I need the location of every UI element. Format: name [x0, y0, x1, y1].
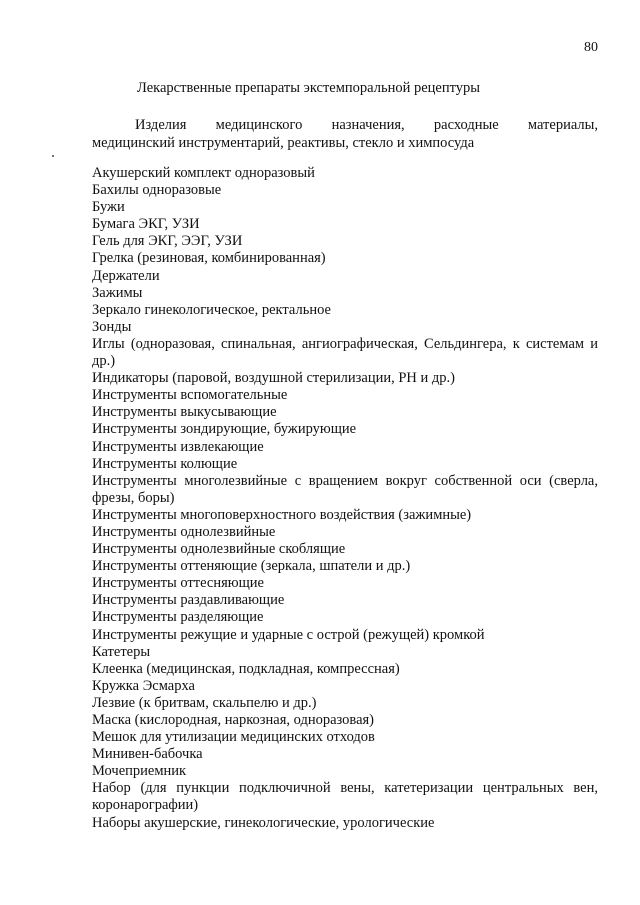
- list-item: Гель для ЭКГ, ЭЭГ, УЗИ: [92, 233, 243, 250]
- list-item: Кружка Эсмарха: [92, 677, 195, 694]
- list-item: Бахилы одноразовые: [92, 182, 222, 199]
- list-item: Инструменты извлекающие: [92, 438, 264, 455]
- list-item: Держатели: [92, 267, 160, 284]
- list-item: Бумага ЭКГ, УЗИ: [92, 216, 200, 233]
- list-item: Инструменты зондирующие, бужирующие: [92, 421, 357, 438]
- list-item: Индикаторы (паровой, воздушной стерилизации, РН и др.): [92, 370, 455, 387]
- list-item: Мешок для утилизации медицинских отходов: [92, 729, 375, 746]
- list-item: Клеенка (медицинская, подкладная, компрессная): [92, 660, 400, 677]
- list-item: Инструменты оттесняющие: [92, 575, 264, 592]
- scan-mark: [52, 155, 54, 157]
- list-item: Акушерский комплект одноразовый: [92, 165, 315, 181]
- list-item: Инструменты раздавливающие: [92, 592, 285, 609]
- list-item: Инструменты однолезвийные скоблящие: [92, 541, 346, 558]
- list-item: Инструменты многолезвийные с вращением вокруг собственной оси (сверла, фрезы, боры): [92, 472, 598, 506]
- list-item: Наборы акушерские, гинекологические, урологические: [92, 814, 435, 831]
- list-item: Зеркало гинекологическое, ректальное: [92, 301, 331, 318]
- list-item: Бужи: [92, 199, 125, 216]
- list-item: Минивен-бабочка: [92, 746, 203, 763]
- list-item: Зажимы: [92, 284, 143, 301]
- section-heading: Лекарственные препараты экстемпоральной рецептуры: [137, 80, 481, 96]
- page-number: 80: [584, 40, 598, 55]
- list-item: Инструменты режущие и ударные с острой (режущей) кромкой: [92, 626, 485, 643]
- list-item: Мочеприемник: [92, 763, 187, 780]
- list-item: Инструменты разделяющие: [92, 609, 264, 626]
- list-item: Инструменты многоповерхностного воздействия (зажимные): [92, 506, 472, 523]
- list-item: Инструменты оттеняющие (зеркала, шпатели и др.): [92, 558, 411, 575]
- list-item: Грелка (резиновая, комбинированная): [92, 250, 326, 267]
- list-item: Зонды: [92, 318, 132, 335]
- list-item: Катетеры: [92, 643, 151, 660]
- items-list: [92, 165, 598, 832]
- list-item: Набор (для пункции подключичной вены, катетеризации центральных вен, коронарографии): [92, 780, 598, 814]
- list-item: Иглы (одноразовая, спинальная, ангиографическая, Сельдингера, к системам и др.): [92, 335, 598, 370]
- list-item: Инструменты колющие: [92, 455, 238, 472]
- subsection-heading: [92, 116, 598, 152]
- list-item: Инструменты выкусывающие: [92, 404, 277, 421]
- list-item: Инструменты однолезвийные: [92, 523, 276, 540]
- subsection-heading-line-2: медицинский инструментарий, реактивы, стекло и химпосуда: [92, 135, 475, 151]
- list-item: Лезвие (к бритвам, скальпелю и др.): [92, 694, 317, 711]
- list-item: Маска (кислородная, наркозная, одноразовая): [92, 712, 375, 728]
- list-item: Инструменты вспомогательные: [92, 387, 288, 404]
- subsection-heading-line-1: Изделия медицинского назначения, расходные материалы,: [135, 117, 598, 133]
